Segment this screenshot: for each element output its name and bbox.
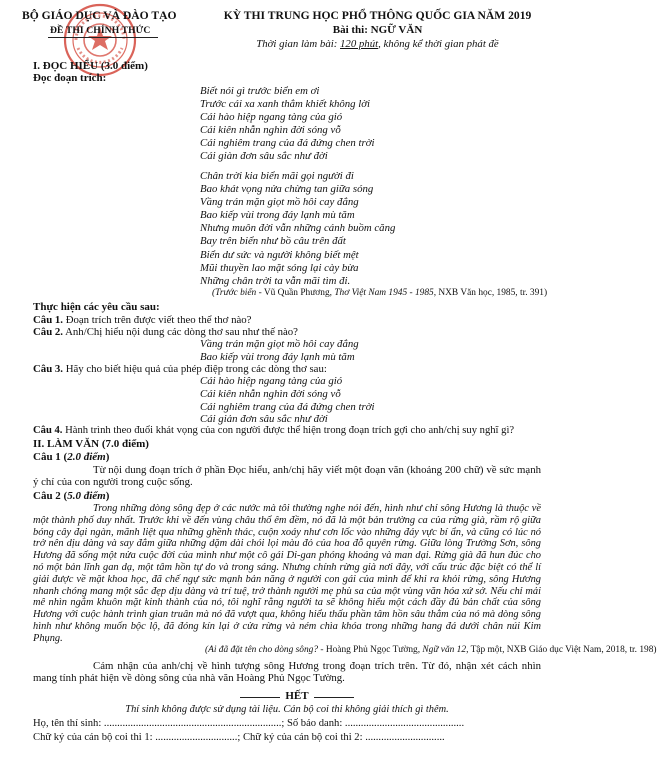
question-points: 2.0 điểm (67, 451, 106, 463)
source-book: Thơ Việt Nam 1945 - 1985 (334, 288, 434, 298)
poem-line: Trước cái xa xanh thẳm khiết không lời (200, 98, 371, 111)
exam-subject: Bài thi: NGỮ VĂN (332, 24, 423, 36)
source-publisher: , NXB Văn học, 1985, tr. 391) (433, 288, 548, 298)
source-book: Ngữ văn 12 (422, 645, 467, 655)
ministry-name: BỘ GIÁO DỤC VÀ ĐÀO TẠO (22, 9, 177, 22)
poem-line: Bao kiếp vùi trong đáy lạnh mù tăm (200, 350, 355, 363)
source-author: - Vũ Quần Phương, (256, 288, 335, 298)
exam-note: Thí sinh không được sử dụng tài liệu. Cán bộ coi thi không giải thích gì thêm. (125, 704, 449, 715)
poem-line: Chân trời kia biển mãi gọi người đi (200, 170, 354, 182)
literary-passage: Trong những dòng sông đẹp ở các nước mà tôi thường nghe nói đến, hình như chỉ sông Hương là thuộc về một thành phố duy nhất. Trước khi về đến vùng châu thổ êm đềm, nó đã là một bản trường ca của rừng già, rầm rộ giữa bóng cây đại ngàn, mãnh liệt qua những ghềnh thác, cuộn xoáy như cơn lốc vào những đáy vực bí ẩn, và cũng có lúc nó trở nên dịu dàng và say đắm giữa những dặm dài chói lọi màu đỏ của hoa đỗ quyên rừng. Giữa lòng Trường Sơn, sông Hương đã sống một nửa cuộc đời của mình như một cô gái Di-gan phóng khoáng và man dại. Rừng già đã hun đúc cho nó một bản lĩnh gan dạ, một tâm hồn tự do và trong sáng. Nhưng chính rừng già nơi đây, với cấu trúc đặc biệt có thể lí giải được về mặt khoa học, đã chế ngự sức mạnh bản năng ở người con gái của mình để khi ra khỏi rừng, sông Hương nhanh chóng mang một sắc đẹp dịu dàng và trí tuệ, trở thành người mẹ phù sa của một vùng văn hóa xứ sở. Nếu chỉ mải mê nhìn ngắm khuôn mặt kinh thành của nó, tôi nghĩ rằng người ta sẽ không hiểu một cách đầy đủ bản chất của sông Hương với cuộc hành trình gian truân mà nó đã vượt qua, không hiểu thấu phần tâm hồn sâu thẳm của nó mà dòng sông hình như không muốn bộc lộ, đã đóng kín lại ở cửa rừng và ném chìa khóa trong những hang đá dưới chân núi Kim Phụng. (33, 503, 541, 644)
poem-source (212, 288, 547, 298)
proctor-signatures: Chữ ký của cán bộ coi thi 1: ...............................; Chữ ký của cán bộ coi thi 2: .............................. (33, 732, 445, 743)
question-label-close: ) (105, 490, 110, 502)
question-text: Anh/Chị hiểu nội dung các dòng thơ sau như thế nào? (63, 326, 298, 338)
essay-question-1-label (33, 451, 109, 463)
question-label: Câu 2. (33, 326, 63, 338)
poem-line: Biết nói gì trước biển em ơi (200, 85, 320, 97)
time-suffix: , không kể thời gian phát đề (378, 38, 499, 50)
poem-line: Nhưng muôn đời vẫn những cánh buồm căng (200, 222, 396, 235)
end-rule-left (240, 697, 280, 698)
poem-line: Những chân trời ta vẫn mãi tìm đi. (200, 274, 351, 287)
poem-stanza-2 (200, 170, 395, 288)
exam-title: KỲ THI TRUNG HỌC PHỔ THÔNG QUỐC GIA NĂM 2019 (223, 9, 532, 22)
candidate-info: Họ, tên thí sinh: ...................................................................; Số báo danh: ............................................. (33, 718, 465, 729)
question-text: Hãy cho biết hiệu quả của phép điệp trong các dòng thơ sau: (63, 363, 327, 375)
poem-line: Vầng trán mặn giọt mồ hôi cay đắng (200, 338, 359, 350)
essay-question-2-task: Cảm nhận của anh/chị về hình tượng sông Hương trong đoạn trích trên. Từ đó, nhận xét cách nhìn mang tính phát hiện về dòng sông của nhà văn Hoàng Phủ Ngọc Tường. (33, 660, 541, 685)
question-label: Câu 1. (33, 314, 63, 326)
question-2 (33, 326, 298, 338)
essay-question-2-label (33, 490, 109, 502)
end-rule-right (314, 697, 354, 698)
source-title: (Trước biển (212, 288, 257, 298)
source-author: - Hoàng Phủ Ngọc Tường, (318, 645, 423, 655)
question-1 (33, 314, 251, 326)
reading-instruction: Đọc đoạn trích: (33, 72, 107, 84)
time-value: 120 phút (340, 38, 379, 50)
question-4 (33, 425, 514, 437)
poem-line: Vầng trán mặn giọt mồ hôi cay đắng (200, 196, 359, 209)
question-label-close: ) (105, 451, 110, 463)
essay-question-1-text: Từ nội dung đoạn trích ở phần Đọc hiểu, anh/chị hãy viết một đoạn văn (khoảng 200 chữ) về sức mạnh ý chí của con người trong cuộc sống. (33, 464, 541, 489)
part2-heading: II. LÀM VĂN (7.0 điểm) (33, 438, 149, 450)
poem-line: Cái nghiêm trang của đá đứng chen trời (200, 137, 375, 150)
question-label: Câu 2 ( (33, 490, 68, 502)
question-points: 5.0 điểm (67, 490, 106, 502)
end-mark: HẾT (285, 690, 309, 702)
official-label: ĐỀ THI CHÍNH THỨC (50, 25, 151, 36)
question-3-lines (200, 375, 375, 426)
source-publisher: , Tập một, NXB Giáo dục Việt Nam, 2018, tr. 198) (466, 645, 657, 655)
tasks-heading: Thực hiện các yêu cầu sau: (33, 301, 160, 313)
poem-line: Cái hào hiệp ngang tàng của gió (200, 111, 343, 124)
exam-time (205, 38, 550, 50)
poem-line: Biển dư sức và người không biết mệt (200, 248, 359, 261)
poem-line: Cái giản đơn sâu sắc như đời (200, 413, 328, 426)
question-text: Hành trình theo đuổi khát vọng của con người được thể hiện trong đoạn trích gợi cho anh/chị suy nghĩ gì? (62, 425, 515, 436)
official-underline (48, 37, 158, 38)
poem-line: Cái kiên nhẫn nghìn đời sóng vỗ (200, 124, 341, 137)
question-label: Câu 1 ( (33, 451, 68, 463)
poem-line: Cái giàn đơn sâu sắc như đời (200, 150, 328, 163)
poem-line: Cái nghiêm trang của đá đứng chen trời (200, 400, 375, 413)
time-prefix: Thời gian làm bài: (256, 38, 341, 50)
part1-heading: I. ĐỌC HIỂU (3.0 điểm) (33, 60, 148, 72)
source-title: (Ai đã đặt tên cho dòng sông? (205, 645, 319, 655)
question-label: Câu 4. (33, 425, 63, 436)
poem-line: Bay trên biển như bồ câu trên đất (200, 235, 346, 248)
poem-line: Mũi thuyền lao mặt sóng lại cày bừa (200, 261, 359, 274)
question-label: Câu 3. (33, 363, 63, 375)
poem-stanza-1 (200, 85, 375, 164)
passage-source (205, 645, 657, 655)
question-text: Đoạn trích trên được viết theo thể thơ nào? (63, 314, 252, 326)
question-3 (33, 363, 327, 375)
question-2-lines (200, 338, 359, 364)
poem-line: Cái kiên nhẫn nghìn đời sóng vỗ (200, 387, 341, 400)
poem-line: Cái hào hiệp ngang tàng của gió (200, 375, 343, 387)
poem-line: Bao khát vọng nửa chừng tan giữa sóng (200, 183, 374, 196)
poem-line: Bao kiếp vùi trong đáy lạnh mù tăm (200, 209, 355, 222)
